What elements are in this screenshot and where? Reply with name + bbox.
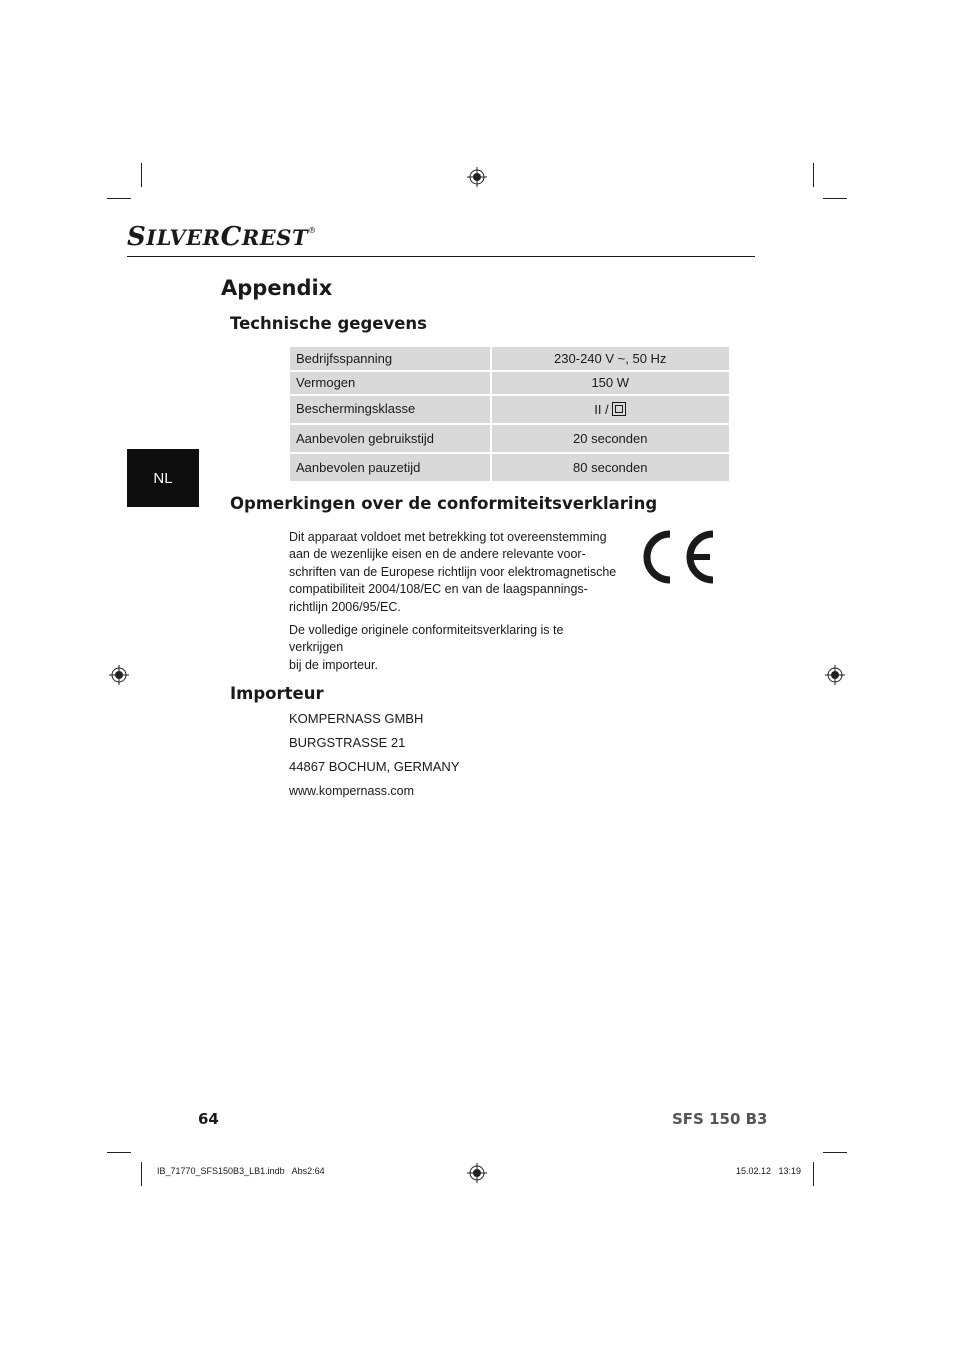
print-slug: IB_71770_SFS150B3_LB1.indb Abs2:64 (157, 1166, 325, 1176)
page-title: Appendix (221, 276, 333, 300)
protection-class-ii-icon (612, 402, 626, 416)
crop-mark (813, 163, 814, 187)
crop-mark (107, 198, 131, 199)
registration-mark-icon (467, 1163, 487, 1183)
crop-mark (823, 1152, 847, 1153)
importer-company: KOMPERNASS GMBH (289, 711, 424, 726)
table-row (290, 347, 731, 371)
crop-mark (813, 1162, 814, 1186)
spec-value: II / (594, 401, 613, 417)
text-line: compatibiliteit 2004/108/EC en van de laagspannings- (289, 582, 588, 597)
page-number: 64 (198, 1110, 219, 1128)
conformity-paragraph-2 (289, 622, 619, 674)
specs-table (289, 346, 731, 483)
spec-value: 20 seconden (491, 424, 731, 453)
spec-value: 230-240 V ~, 50 Hz (491, 347, 731, 371)
table-row (290, 371, 731, 395)
model-number: SFS 150 B3 (672, 1110, 768, 1128)
text-line: schriften van de Europese richtlijn voor elektromagnetische (289, 564, 617, 579)
header-rule (127, 256, 755, 257)
registration-mark-icon (467, 167, 487, 187)
conformity-heading: Opmerkingen over de conformiteitsverklaring (230, 494, 658, 513)
importer-website[interactable]: www.kompernass.com (289, 784, 415, 798)
conformity-paragraph (289, 529, 619, 616)
spec-label: Aanbevolen pauzetijd (290, 453, 491, 482)
spec-label: Beschermingsklasse (290, 395, 491, 424)
crop-mark (141, 163, 142, 187)
registration-mark-icon (825, 665, 845, 685)
text-line: aan de wezenlijke eisen en de andere relevante voor- (289, 547, 586, 562)
text-line: De volledige originele conformiteitsverklaring is te verkrijgen (289, 623, 564, 655)
spec-label: Aanbevolen gebruikstijd (290, 424, 491, 453)
text-line: Dit apparaat voldoet met betrekking tot overeenstemming (289, 530, 607, 544)
table-row (290, 424, 731, 453)
importer-heading: Importeur (230, 684, 324, 703)
spec-value: 80 seconden (491, 453, 731, 482)
crop-mark (823, 198, 847, 199)
text-line: bij de importeur. (289, 657, 378, 672)
ce-mark-icon (640, 529, 718, 585)
brand-logo: SILVERCREST® (127, 222, 317, 252)
crop-mark (107, 1152, 131, 1153)
text-line: richtlijn 2006/95/EC. (289, 599, 401, 614)
spec-value: 150 W (491, 371, 731, 395)
spec-label: Bedrijfsspanning (290, 347, 491, 371)
print-date: 15.02.12 13:19 (736, 1166, 802, 1176)
specs-heading: Technische gegevens (230, 314, 427, 333)
spec-value-cell (491, 395, 731, 424)
language-tab: NL (127, 449, 199, 507)
table-row (290, 453, 731, 482)
crop-mark (141, 1162, 142, 1186)
table-row (290, 395, 731, 424)
importer-street: BURGSTRASSE 21 (289, 735, 406, 750)
spec-label: Vermogen (290, 371, 491, 395)
registration-mark-icon (109, 665, 129, 685)
importer-city: 44867 BOCHUM, GERMANY (289, 759, 460, 774)
